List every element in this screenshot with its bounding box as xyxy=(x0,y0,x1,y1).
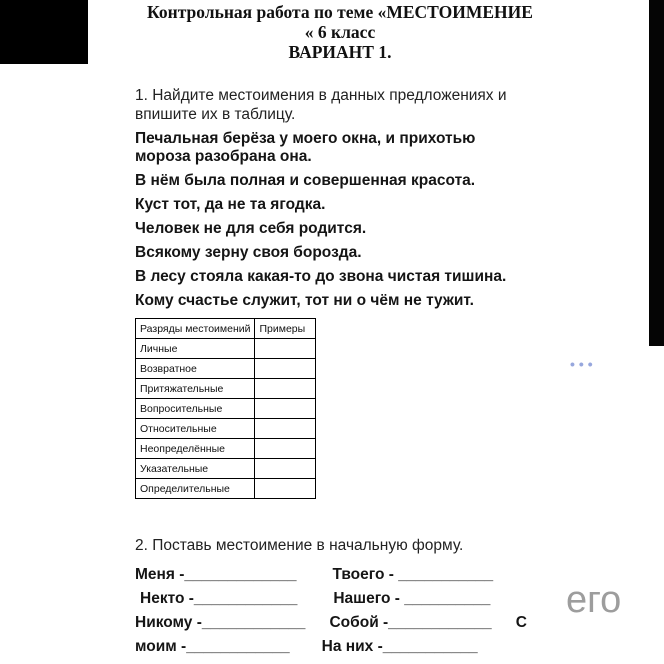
pronoun-categories-table xyxy=(135,318,316,499)
table-row xyxy=(136,439,316,459)
table-cell-category: Неопределённые xyxy=(136,439,255,459)
task1-sentences xyxy=(135,130,545,310)
title-line-1: Контрольная работа по теме «МЕСТОИМЕНИЕ xyxy=(147,2,533,22)
title-line-2: « 6 класс xyxy=(304,22,376,42)
sentence-5: Всякому зерну своя борозда. xyxy=(135,244,362,261)
sentence-4: Человек не для себя родится. xyxy=(135,220,367,237)
table-row xyxy=(136,479,316,499)
table-cell-example-empty xyxy=(255,339,316,359)
blank-nekto: Некто -____________ xyxy=(140,590,298,607)
task2-row-2 xyxy=(135,589,540,608)
table-cell-example-empty xyxy=(255,399,316,419)
table-cell-category: Определительные xyxy=(136,479,255,499)
task1-instruction: 1. Найдите местоимения в данных предложениях и впишите их в таблицу. xyxy=(135,87,507,123)
ellipsis-dots-watermark: ••• xyxy=(570,356,597,372)
blank-nashego: Нашего - __________ xyxy=(333,590,491,607)
title-line-3: ВАРИАНТ 1. xyxy=(288,42,392,62)
table-cell-category: Притяжательные xyxy=(136,379,255,399)
task2-blanks xyxy=(135,565,545,656)
table-cell-example-empty xyxy=(255,359,316,379)
table-cell-example-empty xyxy=(255,459,316,479)
table-header-examples: Примеры xyxy=(255,319,316,339)
sentence-3: Куст тот, да не та ягодка. xyxy=(135,196,326,213)
photo-background-strip xyxy=(649,0,664,346)
blank-s-continuation: С xyxy=(515,614,527,631)
table-cell-category: Указательные xyxy=(136,459,255,479)
photo-background-corner xyxy=(0,0,88,64)
task2-row-4 xyxy=(135,637,535,656)
table-cell-category: Относительные xyxy=(136,419,255,439)
blank-menya: Меня -_____________ xyxy=(135,566,297,583)
table-row xyxy=(136,359,316,379)
blank-tvoego: Твоего - ___________ xyxy=(332,566,494,583)
worksheet-content xyxy=(135,2,545,656)
worksheet-title xyxy=(135,2,545,62)
blank-nikomu: Никому -____________ xyxy=(135,614,306,631)
table-cell-example-empty xyxy=(255,419,316,439)
table-header-row xyxy=(136,319,316,339)
sentence-7: Кому счастье служит, тот ни о чём не тужит. xyxy=(135,292,474,309)
table-cell-category: Вопросительные xyxy=(136,399,255,419)
table-row xyxy=(136,399,316,419)
blank-na-nikh: На них -___________ xyxy=(321,638,478,655)
table-row xyxy=(136,339,316,359)
table-header-categories: Разряды местоимений xyxy=(136,319,255,339)
table-cell-category: Возвратное xyxy=(136,359,255,379)
table-cell-example-empty xyxy=(255,439,316,459)
table-cell-example-empty xyxy=(255,479,316,499)
sentence-2: В нём была полная и совершенная красота. xyxy=(135,172,476,189)
sentence-6: В лесу стояла какая-то до звона чистая тишина. xyxy=(135,268,507,285)
blank-moim: моим -____________ xyxy=(135,638,290,655)
task2-row-1 xyxy=(135,565,535,584)
task2-row-3 xyxy=(135,613,527,632)
table-row xyxy=(136,379,316,399)
table-cell-category: Личные xyxy=(136,339,255,359)
blank-soboy: Собой -____________ xyxy=(329,614,492,631)
sentence-1: Печальная берёза у моего окна, и прихотью мороза разобрана она. xyxy=(135,130,476,165)
table-cell-example-empty xyxy=(255,379,316,399)
table-row xyxy=(136,459,316,479)
gray-watermark-text: его xyxy=(566,579,622,621)
task2-instruction: 2. Поставь местоимение в начальную форму. xyxy=(135,537,464,554)
table-row xyxy=(136,419,316,439)
